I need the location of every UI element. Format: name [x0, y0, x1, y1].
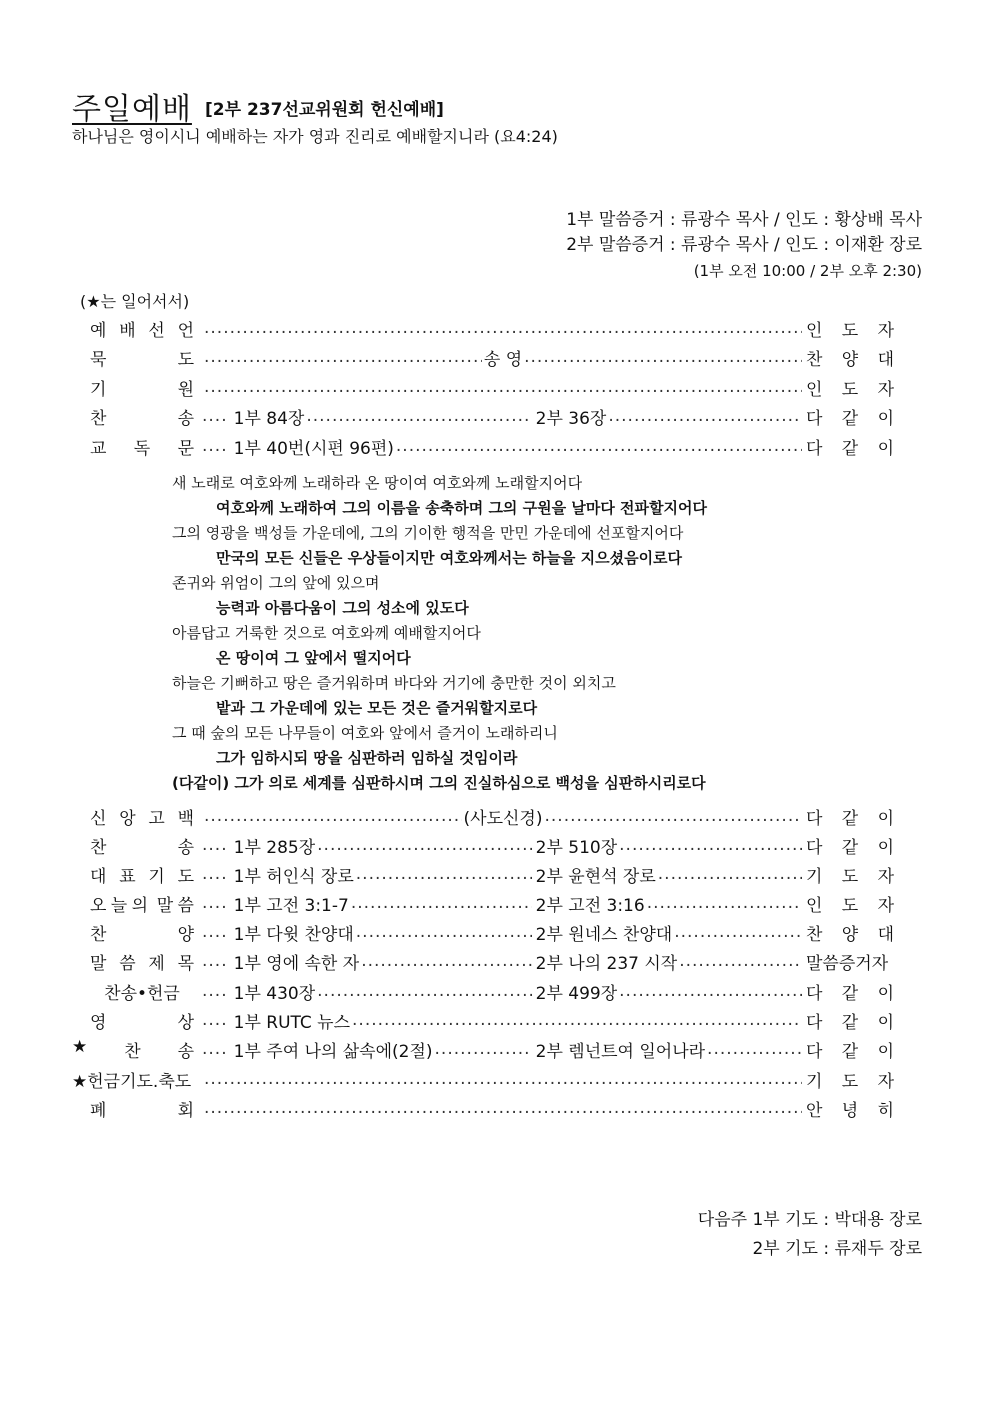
order-label: 신 앙 고 백 [90, 808, 194, 829]
psalm-line: 밭과 그 가운데에 있는 모든 것은 즐거워할지로다 [216, 699, 538, 717]
order-part2: 2부 36장 [535, 408, 607, 429]
psalm-line: 그 때 숲의 모든 나무들이 여호와 앞에서 즐거이 노래하리니 [172, 724, 558, 742]
psalm-line: 존귀와 위엄이 그의 앞에 있으며 [172, 574, 380, 592]
order-mid: 송 영 [483, 349, 523, 370]
order-part1: 1부 허인식 장로 [233, 866, 354, 887]
order-role: 기 도 자 [806, 866, 894, 887]
order-role: 인 도 자 [806, 895, 894, 916]
order-row-offering-hymn: 찬송•헌금 .... 1부 430장 ..... 2부 499장 ..... 다 같 이 [72, 977, 894, 1005]
order-label: 대 표 기 도 [90, 866, 194, 887]
order-part2: 2부 510장 [535, 837, 618, 858]
order-role: 다 같 이 [806, 408, 894, 429]
psalm-line: 새 노래로 여호와께 노래하라 온 땅이여 여호와께 노래할지어다 [172, 474, 583, 492]
order-role: 안 녕 히 [806, 1100, 894, 1121]
order-row-hymn-2: 찬 송 .... 1부 285장 ..... 2부 510장 ..... 다 같 이 [72, 831, 894, 859]
order-part2: 2부 렘넌트여 일어나라 [535, 1041, 706, 1062]
order-part2: 2부 윤현석 장로 [535, 866, 656, 887]
order-role: 다 같 이 [806, 983, 894, 1004]
order-label: 교 독 문 [90, 438, 194, 459]
leader-line-1: 1부 말씀증거 : 류광수 목사 / 인도 : 황상배 목사 [566, 210, 922, 230]
page-title: 주일예배 [72, 92, 192, 127]
psalm-line: 능력과 아름다움이 그의 성소에 있도다 [216, 599, 469, 617]
next-week-prayer-1: 다음주 1부 기도 : 박대용 장로 [697, 1210, 922, 1230]
psalm-line: (다같이) 그가 의로 세계를 심판하시며 그의 진실하심으로 백성을 심판하시리로다 [172, 774, 706, 792]
order-role: 찬 양 대 [806, 349, 894, 370]
next-week-prayer-2: 2부 기도 : 류재두 장로 [752, 1239, 922, 1259]
service-times: (1부 오전 10:00 / 2부 오후 2:30) [693, 262, 922, 280]
order-row-hymn: 찬 송 .... 1부 84장 ..... 2부 36장 ..... 다 같 이 [72, 402, 894, 430]
order-label: 찬 송 [90, 408, 194, 429]
order-role: 인 도 자 [806, 320, 894, 341]
page-subtitle: [2부 237선교위원회 헌신예배] [205, 100, 444, 120]
standing-note: (★는 일어서서) [80, 292, 190, 311]
order-row-silent-prayer [72, 343, 894, 371]
order-label: ★헌금기도.축도 [72, 1071, 192, 1092]
order-role: 말씀증거자 [806, 953, 889, 974]
psalm-line: 그의 영광을 백성들 가운데에, 그의 기이한 행적을 만민 가운데에 선포할지어다 [172, 524, 684, 542]
order-row-sermon-title: 말 씀 제 목 .... 1부 영에 속한 자 ..... 2부 나의 237 시작 ..... 말씀증거자 [72, 947, 894, 975]
psalm-line: 하늘은 기뻐하고 땅은 즐거워하며 바다와 거기에 충만한 것이 외치고 [172, 674, 616, 692]
order-row-benediction [72, 1065, 894, 1093]
order-part2: 2부 499장 [535, 983, 618, 1004]
order-row-close [72, 1094, 894, 1122]
order-part1: 1부 84장 [233, 408, 305, 429]
order-row-scripture: 오 늘 의 말 씀 .... 1부 고전 3:1-7 ..... 2부 고전 3:16 ..... 인 도 자 [72, 889, 894, 917]
psalm-line: 아름답고 거룩한 것으로 여호와께 예배할지어다 [172, 624, 481, 642]
order-role: 기 도 자 [806, 1071, 894, 1092]
order-label: 영 상 [90, 1012, 194, 1033]
order-label: 찬 송 [90, 837, 194, 858]
order-part1: 1부 40번(시편 96편) [233, 438, 394, 459]
order-part1: 1부 다윗 찬양대 [233, 924, 354, 945]
order-part1: 1부 RUTC 뉴스 [233, 1012, 351, 1033]
leader-line-2: 2부 말씀증거 : 류광수 목사 / 인도 : 이재환 장로 [566, 235, 922, 255]
order-role: 다 같 이 [806, 808, 894, 829]
order-part1: 1부 430장 [233, 983, 316, 1004]
order-part2: 2부 고전 3:16 [535, 895, 645, 916]
order-row-creed [72, 802, 894, 830]
title-line [72, 84, 444, 128]
order-label: 말 씀 제 목 [90, 953, 194, 974]
order-part1: 1부 285장 [233, 837, 316, 858]
order-role: 찬 양 대 [806, 924, 894, 945]
psalm-line: 온 땅이여 그 앞에서 떨지어다 [216, 649, 411, 667]
order-mid: (사도신경) [463, 808, 543, 829]
order-row-invocation [72, 373, 894, 401]
psalm-line: 만국의 모든 신들은 우상들이지만 여호와께서는 하늘을 지으셨음이로다 [216, 549, 683, 567]
psalm-line: 그가 임하시되 땅을 심판하러 임하실 것임이라 [216, 749, 518, 767]
order-part2: 2부 나의 237 시작 [535, 953, 678, 974]
order-role: 다 같 이 [806, 1012, 894, 1033]
order-row-declaration [72, 314, 894, 342]
order-label: 찬송•헌금 [104, 983, 180, 1004]
order-part2: 2부 원네스 찬양대 [535, 924, 673, 945]
order-row-prayer: 대 표 기 도 .... 1부 허인식 장로 ..... 2부 윤현석 장로 ..... 기 도 자 [72, 860, 894, 888]
order-part1: 1부 영에 속한 자 [233, 953, 360, 974]
order-label: 폐 회 [90, 1100, 194, 1121]
theme-verse: 하나님은 영이시니 예배하는 자가 영과 진리로 예배할지니라 (요4:24) [72, 127, 558, 146]
order-label: 오 늘 의 말 씀 [90, 895, 194, 916]
order-label: 기 원 [90, 379, 194, 400]
order-role: 인 도 자 [806, 379, 894, 400]
order-row-closing-hymn: ★ 찬 송 .... 1부 주여 나의 삶속에(2절) ..... 2부 렘넌트여 일어나라 ..... 다 같 이 [72, 1035, 894, 1063]
order-role: 다 같 이 [806, 438, 894, 459]
order-row-choir: 찬 양 .... 1부 다윗 찬양대 ..... 2부 원네스 찬양대 ..... 찬 양 대 [72, 918, 894, 946]
order-row-video: 영 상 .... 1부 RUTC 뉴스 ..... 다 같 이 [72, 1006, 894, 1034]
psalm-line: 여호와께 노래하여 그의 이름을 송축하며 그의 구원을 날마다 전파할지어다 [216, 499, 707, 517]
order-row-responsive-reading: 교 독 문 .... 1부 40번(시편 96편) ..... 다 같 이 [72, 432, 894, 460]
order-role: 다 같 이 [806, 1041, 894, 1062]
order-label: 예 배 선 언 [90, 320, 194, 341]
order-part1: 1부 고전 3:1-7 [233, 895, 349, 916]
order-part1: 1부 주여 나의 삶속에(2절) [233, 1041, 433, 1062]
order-role: 다 같 이 [806, 837, 894, 858]
order-label: 찬 양 [90, 924, 194, 945]
order-label: ★ 찬 송 [72, 1036, 194, 1062]
order-label: 묵 도 [90, 349, 194, 370]
